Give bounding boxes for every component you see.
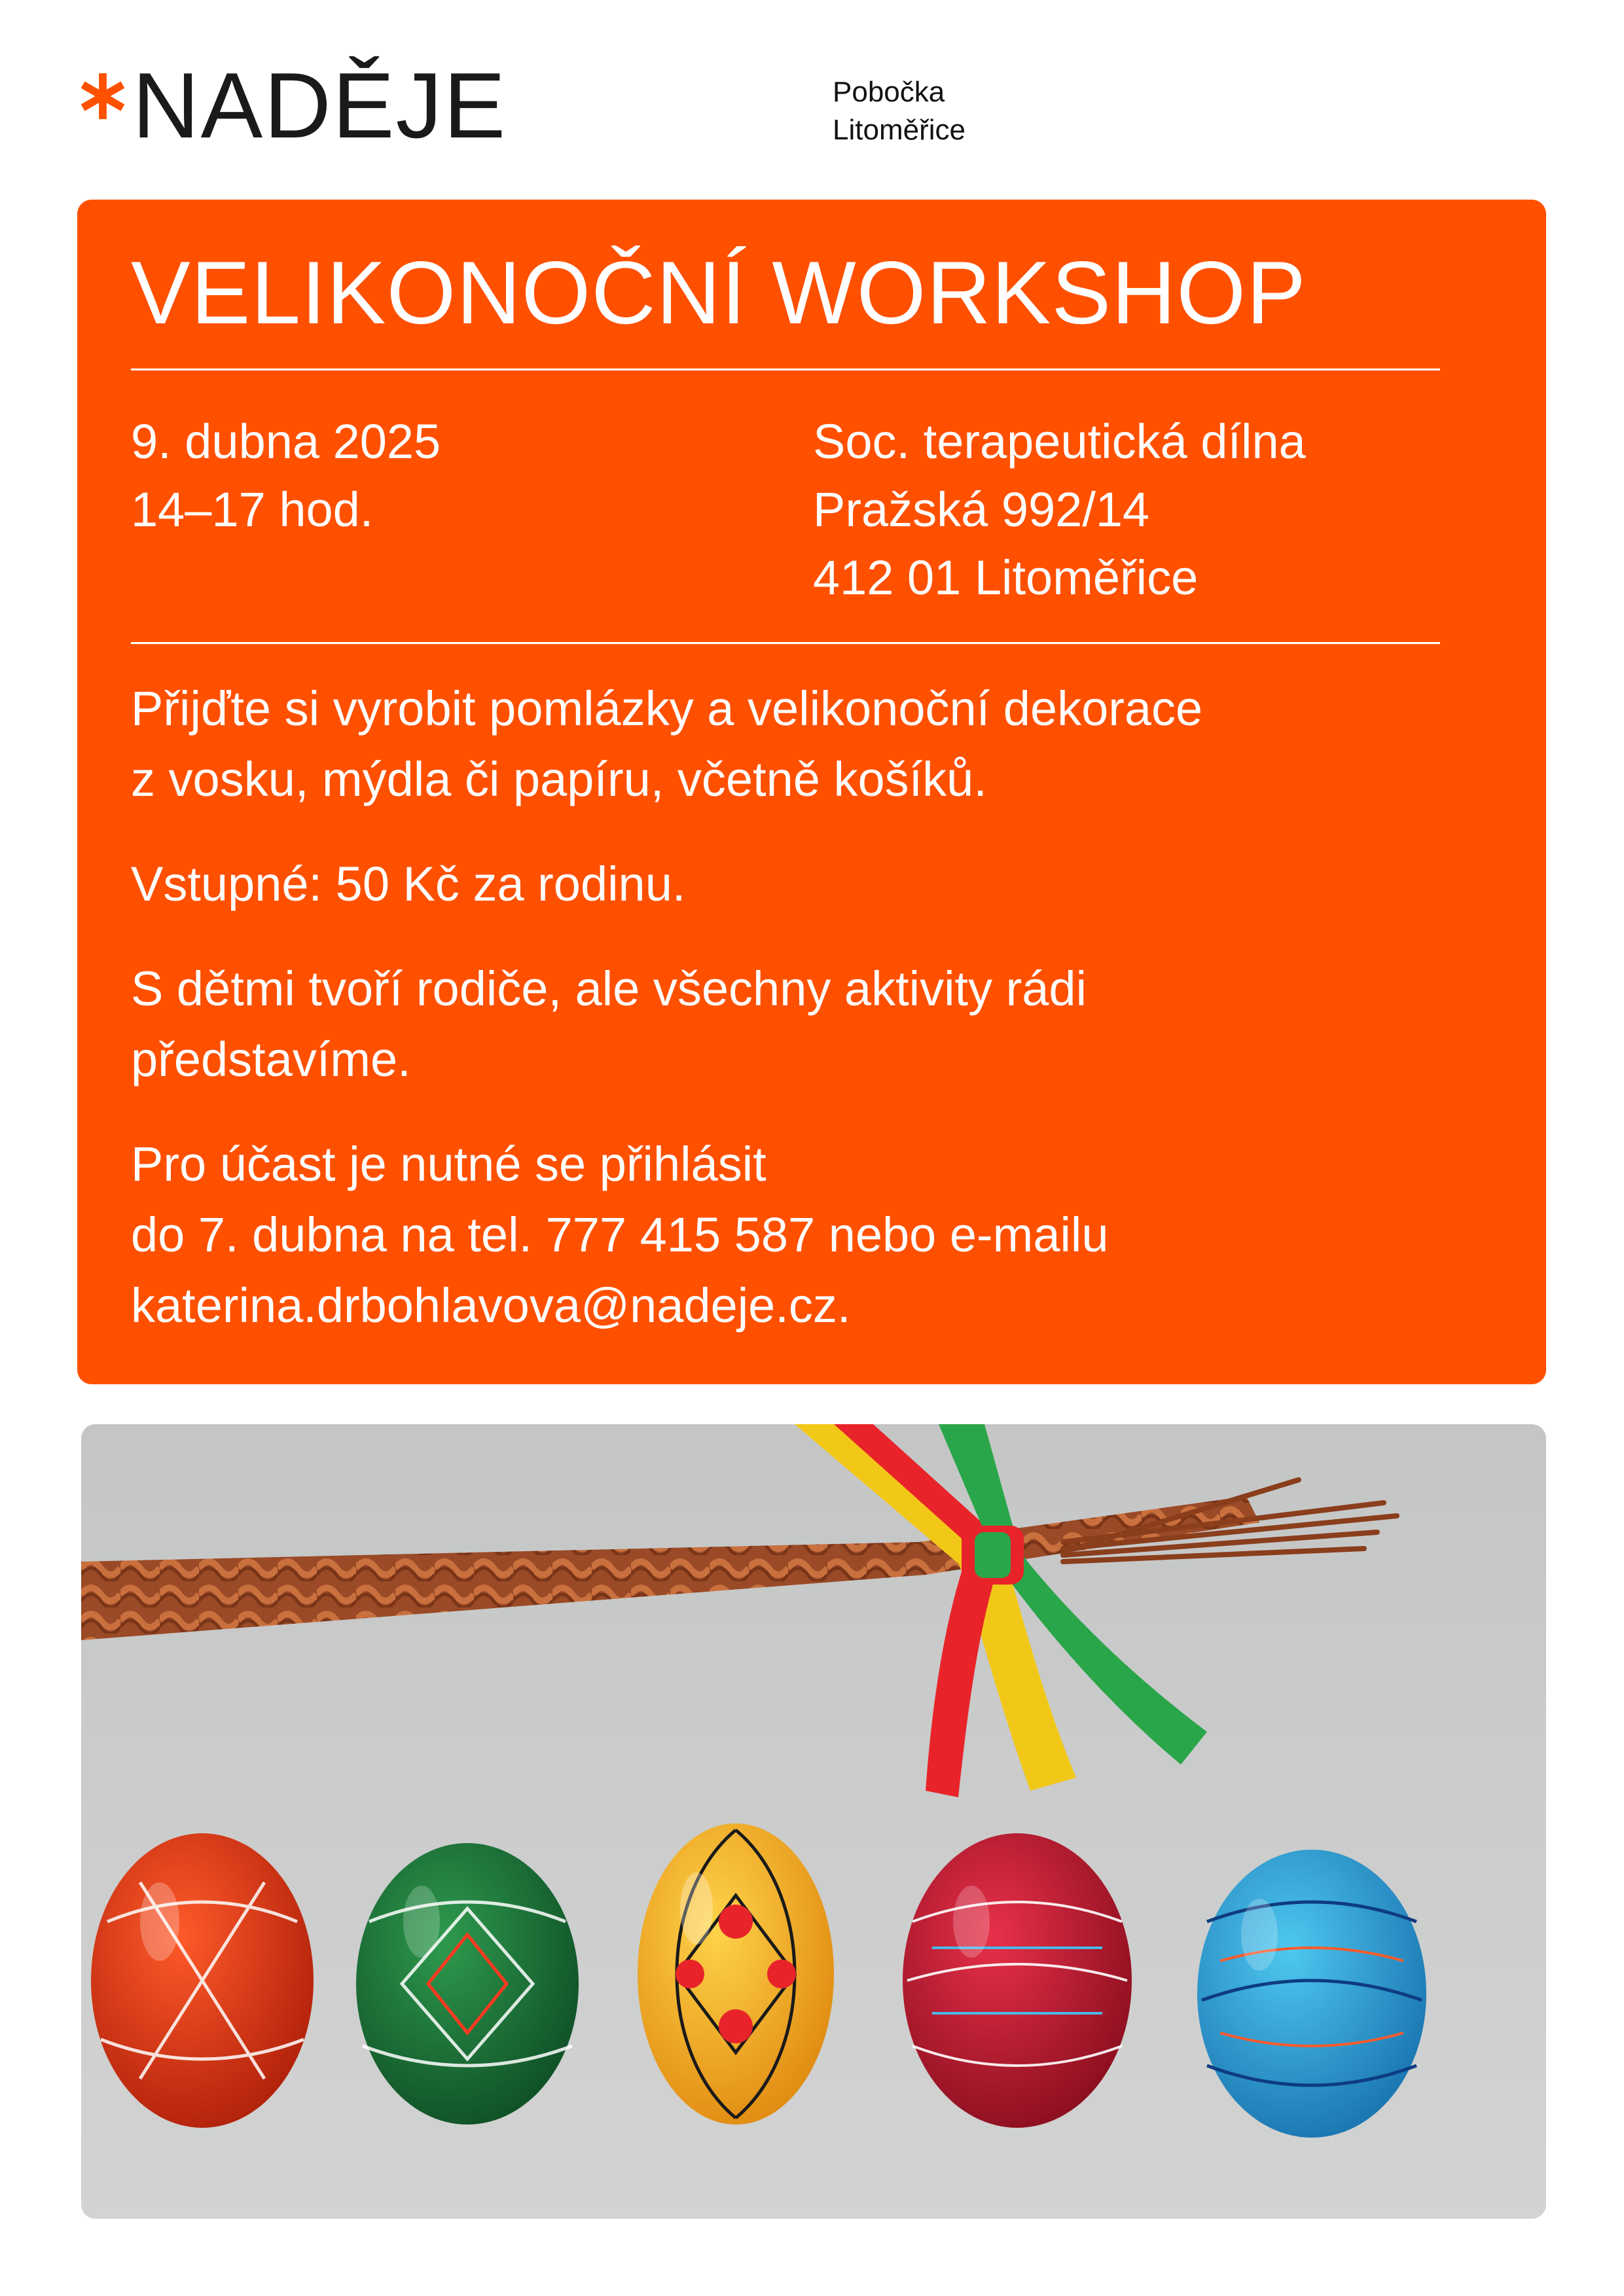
event-description: [131, 673, 1492, 1375]
venue-street: Pražská 992/14: [813, 482, 1150, 537]
branch-line-2: Litoměřice: [833, 114, 965, 146]
branch-line-1: Pobočka: [833, 76, 945, 108]
event-panel: [77, 200, 1546, 1384]
entry-fee: [131, 849, 1492, 920]
venue-city: 412 01 Litoměřice: [813, 550, 1199, 605]
easter-eggs-photo: [81, 1424, 1546, 2219]
registration-info: [131, 1129, 1492, 1341]
text-line: Pro účast je nutné se přihlásit: [131, 1137, 767, 1191]
text-line: z vosku, mýdla či papíru, včetně košíků.: [131, 752, 987, 806]
text-line: Vstupné: 50 Kč za rodinu.: [131, 857, 686, 911]
event-date: 9. dubna 2025: [131, 414, 441, 469]
logo: [77, 54, 507, 158]
divider: [131, 368, 1440, 370]
event-venue: [813, 408, 1306, 612]
branch-label: [833, 73, 965, 149]
text-line: do 7. dubna na tel. 777 415 587 nebo e-mailu: [131, 1208, 1109, 1262]
egg-yellow: [638, 1823, 834, 2125]
event-title: VELIKONOČNÍ WORKSHOP: [131, 243, 1307, 342]
event-time: 14–17 hod.: [131, 482, 374, 537]
text-line: S dětmi tvoří rodiče, ale všechny aktivity rádi: [131, 961, 1087, 1016]
asterisk-icon: [77, 71, 128, 122]
logo-text: NADĚJE: [132, 54, 507, 158]
divider: [131, 642, 1440, 644]
text-line: Přijďte si vyrobit pomlázky a velikonoční dekorace: [131, 681, 1203, 736]
egg-green: [356, 1843, 579, 2125]
venue-name: Soc. terapeutická dílna: [813, 414, 1306, 469]
description-paragraph: [131, 954, 1492, 1095]
event-datetime: [131, 408, 441, 544]
contact-email: katerina.drbohlavova@nadeje.cz.: [131, 1278, 851, 1333]
egg-red: [91, 1833, 314, 2128]
egg-blue: [1197, 1850, 1426, 2138]
egg-crimson: [903, 1833, 1132, 2128]
description-paragraph: [131, 673, 1492, 815]
text-line: představíme.: [131, 1032, 411, 1086]
